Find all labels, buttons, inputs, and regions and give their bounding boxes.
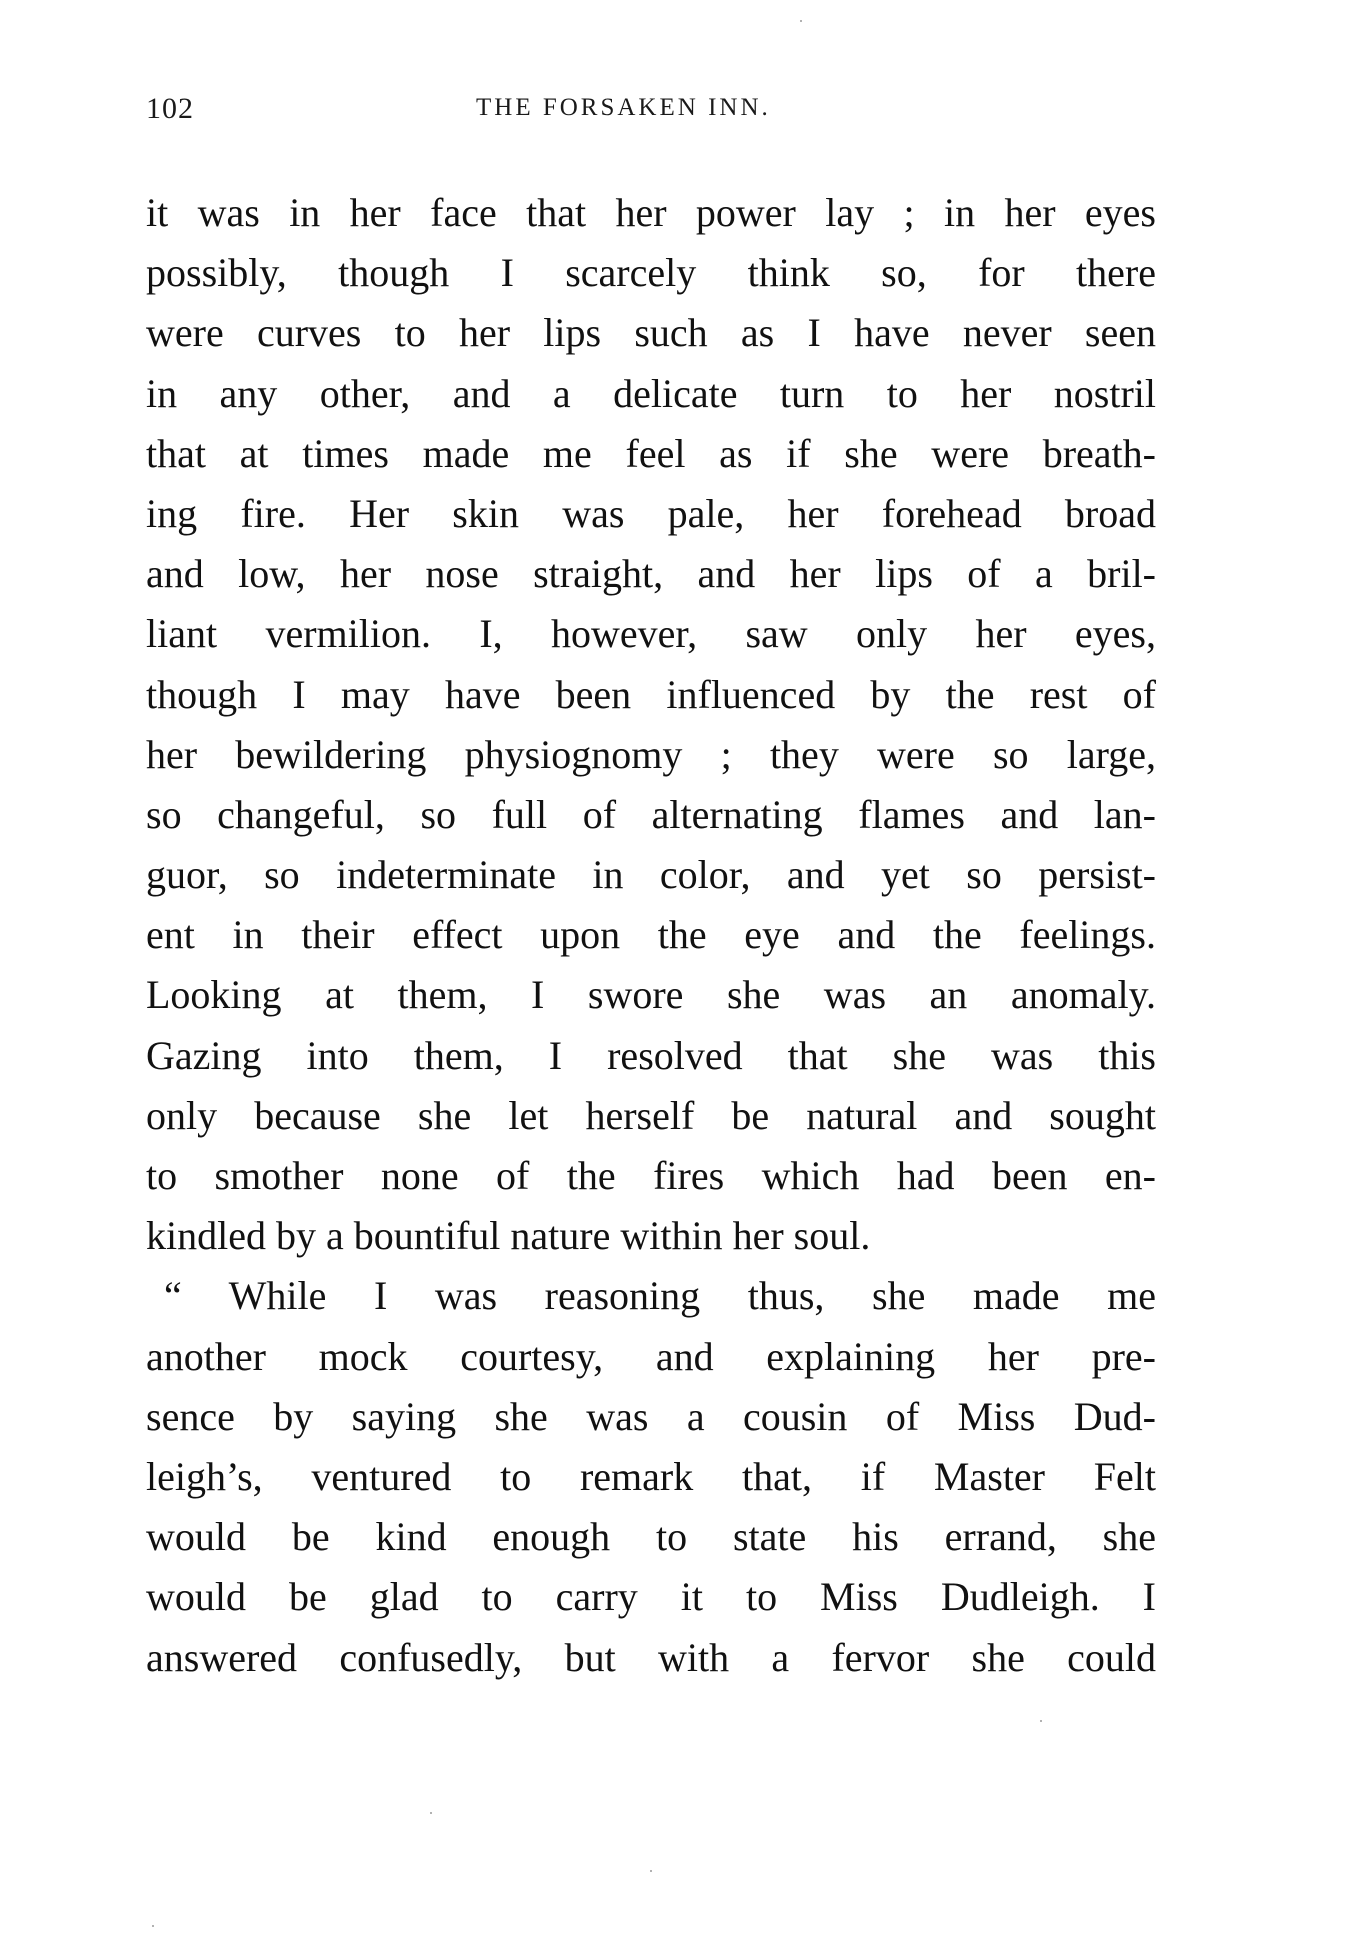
paper-speck [430, 1812, 432, 1814]
text-line: possibly, though I scarcely think so, for there [146, 250, 1156, 296]
text-line: guor, so indeterminate in color, and yet so persist- [146, 852, 1156, 898]
paper-speck [650, 1870, 652, 1872]
text-line: liant vermilion. I, however, saw only her eyes, [146, 611, 1156, 657]
text-line: another mock courtesy, and explaining her pre- [146, 1333, 1156, 1379]
book-title: THE FORSAKEN INN. [476, 94, 771, 121]
text-line: sence by saying she was a cousin of Miss Dud- [146, 1393, 1156, 1439]
page-number: 102 [146, 92, 194, 125]
paper-speck [152, 1925, 154, 1927]
text-line: though I may have been influenced by the rest of [146, 671, 1156, 717]
text-line: leigh’s, ventured to remark that, if Master Felt [146, 1453, 1156, 1499]
paper-speck [800, 20, 802, 22]
text-line: kindled by a bountiful nature within her soul. [146, 1213, 871, 1259]
text-line: and low, her nose straight, and her lips of a bril- [146, 551, 1156, 597]
text-line: “ While I was reasoning thus, she made me [164, 1273, 1156, 1319]
body-text [146, 183, 1156, 1688]
text-line: would be kind enough to state his errand, she [146, 1514, 1156, 1560]
text-line: answered confusedly, but with a fervor she could [146, 1634, 1156, 1680]
text-line: in any other, and a delicate turn to her nostril [146, 370, 1156, 416]
text-line: ent in their effect upon the eye and the feelings. [146, 912, 1156, 958]
text-line: it was in her face that her power lay ; in her eyes [146, 190, 1156, 235]
text-line: Looking at them, I swore she was an anomaly. [146, 972, 1156, 1018]
text-line: that at times made me feel as if she were breath- [146, 430, 1156, 476]
text-line: so changeful, so full of alternating flames and lan- [146, 791, 1156, 837]
text-line: were curves to her lips such as I have never seen [146, 310, 1156, 356]
text-line: only because she let herself be natural and sought [146, 1092, 1156, 1138]
text-line: her bewildering physiognomy ; they were so large, [146, 731, 1156, 777]
text-line: Gazing into them, I resolved that she was this [146, 1032, 1156, 1078]
running-head [146, 92, 1156, 132]
text-line: ing fire. Her skin was pale, her forehead broad [146, 490, 1156, 536]
text-line: would be glad to carry it to Miss Dudleigh. I [146, 1574, 1156, 1620]
text-line: to smother none of the fires which had been en- [146, 1153, 1156, 1198]
paper-speck [1040, 1720, 1042, 1722]
